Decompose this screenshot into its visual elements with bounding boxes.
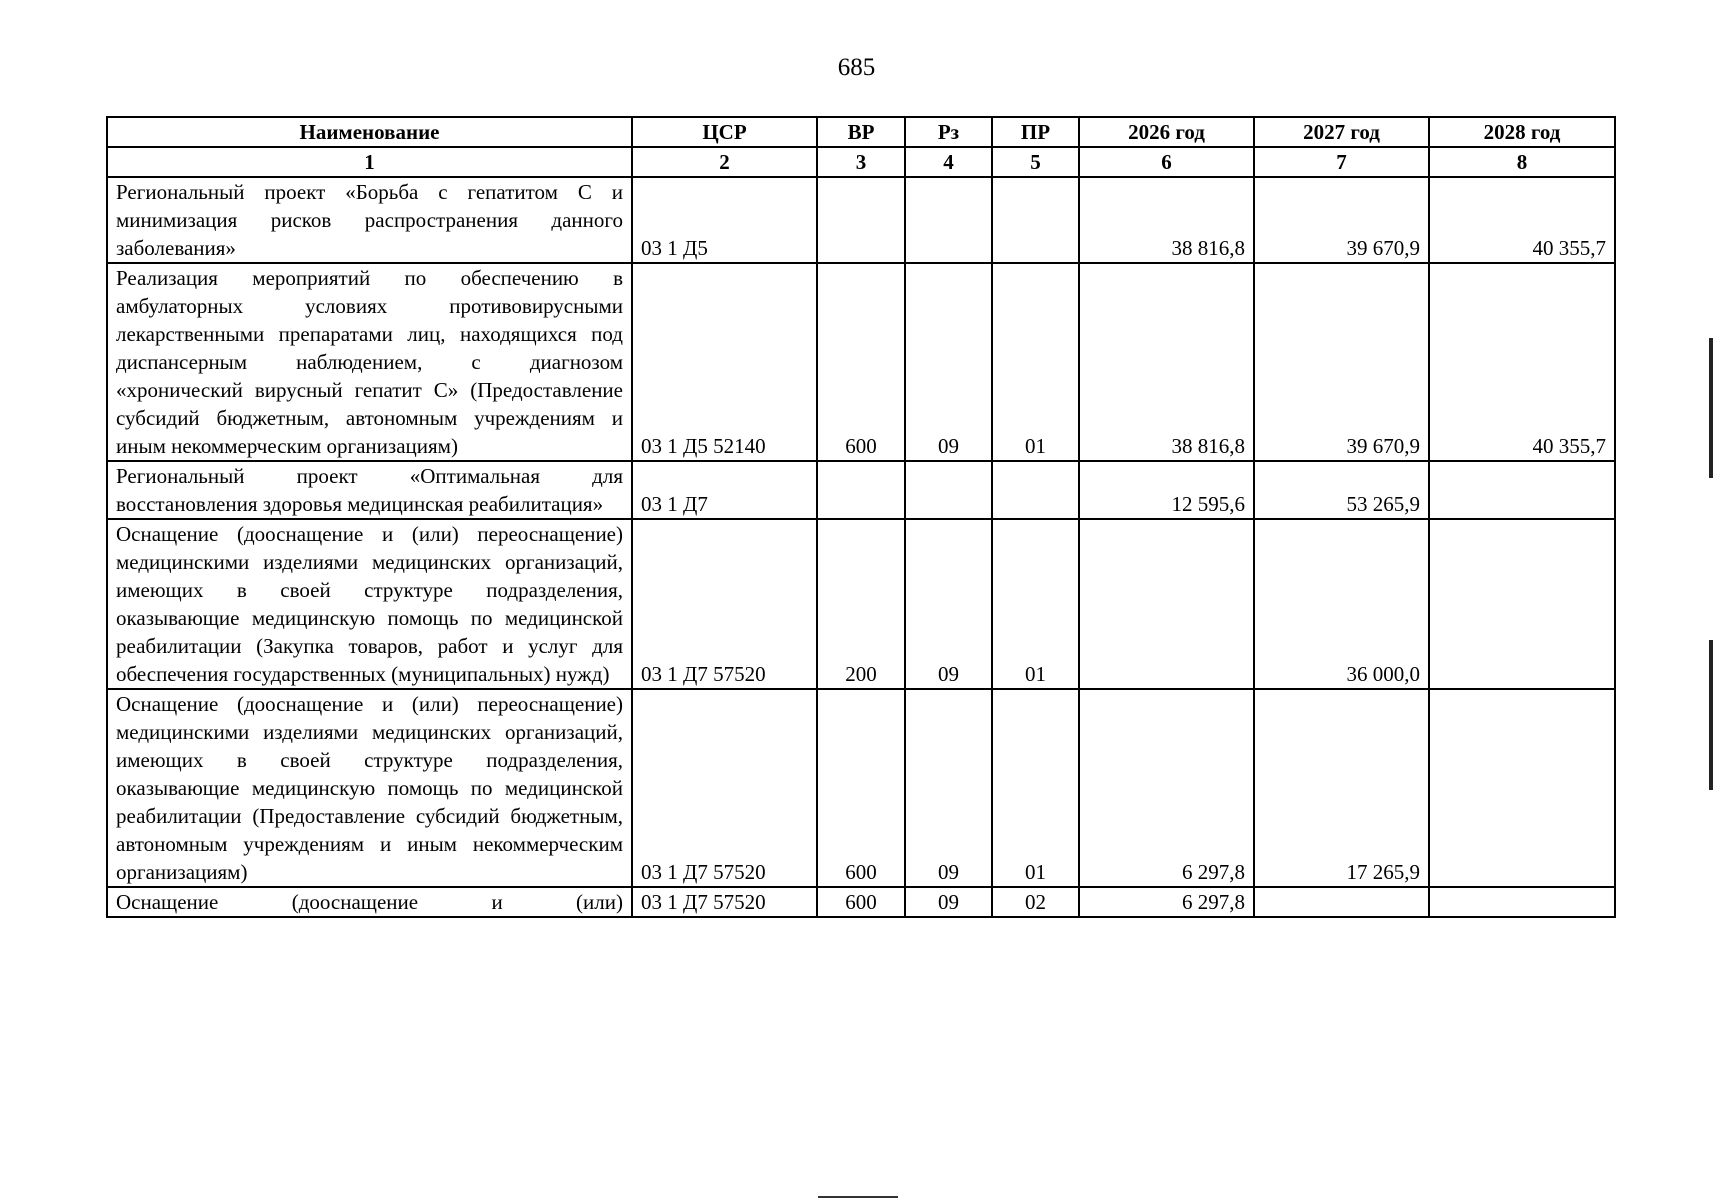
column-number: 4 (905, 147, 992, 177)
table-row (107, 519, 1615, 689)
row-2028 (1429, 689, 1615, 887)
column-number: 7 (1254, 147, 1429, 177)
header-row (107, 117, 1615, 147)
row-rz (905, 177, 992, 263)
row-name: Оснащение (дооснащение и (или) (107, 887, 632, 917)
row-rz: 09 (905, 887, 992, 917)
column-number: 2 (632, 147, 817, 177)
row-pr (992, 177, 1079, 263)
row-rz: 09 (905, 689, 992, 887)
bottom-rule (818, 1196, 898, 1198)
header-2027: 2027 год (1254, 117, 1429, 147)
page-number: 685 (837, 54, 876, 81)
row-name: Региональный проект «Борьба с гепатитом С и минимизация рисков распространения данного заболевания» (107, 177, 632, 263)
header-rz: Рз (905, 117, 992, 147)
table-row (107, 177, 1615, 263)
column-number: 8 (1429, 147, 1615, 177)
header-2026: 2026 год (1079, 117, 1254, 147)
header-csr: ЦСР (632, 117, 817, 147)
row-pr: 01 (992, 689, 1079, 887)
row-name: Реализация мероприятий по обеспечению в амбулаторных условиях противовирусными лекарственными препаратами лиц, находящихся под диспансерным наблюдением, с диагнозом «хронический вирусный гепатит С» (Предоставление субсидий бюджетным, автономным учреждениям и иным некоммерческим организациям) (107, 263, 632, 461)
row-vr: 600 (817, 689, 905, 887)
row-csr: 03 1 Д7 57520 (632, 689, 817, 887)
row-2026: 6 297,8 (1079, 689, 1254, 887)
header-2028: 2028 год (1429, 117, 1615, 147)
row-2026 (1079, 519, 1254, 689)
row-name: Оснащение (дооснащение и (или) переоснащение) медицинскими изделиями медицинских организаций, имеющих в своей структуре подразделения, оказывающие медицинскую помощь по медицинской реабилитации (Предоставление субсидий бюджетным, автономным учреждениям и иным некоммерческим организациям) (107, 689, 632, 887)
budget-table (106, 116, 1616, 918)
row-2028 (1429, 461, 1615, 519)
row-pr: 01 (992, 519, 1079, 689)
column-number-row (107, 147, 1615, 177)
row-2028 (1429, 519, 1615, 689)
row-csr: 03 1 Д5 52140 (632, 263, 817, 461)
row-rz: 09 (905, 519, 992, 689)
row-2026: 38 816,8 (1079, 263, 1254, 461)
row-vr: 600 (817, 887, 905, 917)
row-pr (992, 461, 1079, 519)
row-2027: 36 000,0 (1254, 519, 1429, 689)
header-name: Наименование (107, 117, 632, 147)
row-2027: 39 670,9 (1254, 263, 1429, 461)
row-2028: 40 355,7 (1429, 263, 1615, 461)
scan-edge-mark (1709, 640, 1713, 790)
column-number: 1 (107, 147, 632, 177)
row-2027: 39 670,9 (1254, 177, 1429, 263)
row-2026: 38 816,8 (1079, 177, 1254, 263)
header-pr: ПР (992, 117, 1079, 147)
row-vr: 600 (817, 263, 905, 461)
row-2027: 17 265,9 (1254, 689, 1429, 887)
column-number: 5 (992, 147, 1079, 177)
row-rz: 09 (905, 263, 992, 461)
row-2027: 53 265,9 (1254, 461, 1429, 519)
row-vr (817, 461, 905, 519)
row-name: Региональный проект «Оптимальная для восстановления здоровья медицинская реабилитация» (107, 461, 632, 519)
row-rz (905, 461, 992, 519)
row-2028: 40 355,7 (1429, 177, 1615, 263)
row-pr: 02 (992, 887, 1079, 917)
row-name: Оснащение (дооснащение и (или) переоснащение) медицинскими изделиями медицинских организаций, имеющих в своей структуре подразделения, оказывающие медицинскую помощь по медицинской реабилитации (Закупка товаров, работ и услуг для обеспечения государственных (муниципальных) нужд) (107, 519, 632, 689)
table-row (107, 689, 1615, 887)
row-2026: 6 297,8 (1079, 887, 1254, 917)
row-csr: 03 1 Д7 (632, 461, 817, 519)
row-pr: 01 (992, 263, 1079, 461)
row-csr: 03 1 Д7 57520 (632, 519, 817, 689)
row-vr: 200 (817, 519, 905, 689)
column-number: 3 (817, 147, 905, 177)
header-vr: ВР (817, 117, 905, 147)
table-row (107, 461, 1615, 519)
scan-edge-mark (1709, 338, 1713, 478)
table-row (107, 263, 1615, 461)
table-row (107, 887, 1615, 917)
row-vr (817, 177, 905, 263)
row-2028 (1429, 887, 1615, 917)
row-csr: 03 1 Д5 (632, 177, 817, 263)
row-2026: 12 595,6 (1079, 461, 1254, 519)
row-2027 (1254, 887, 1429, 917)
column-number: 6 (1079, 147, 1254, 177)
row-csr: 03 1 Д7 57520 (632, 887, 817, 917)
